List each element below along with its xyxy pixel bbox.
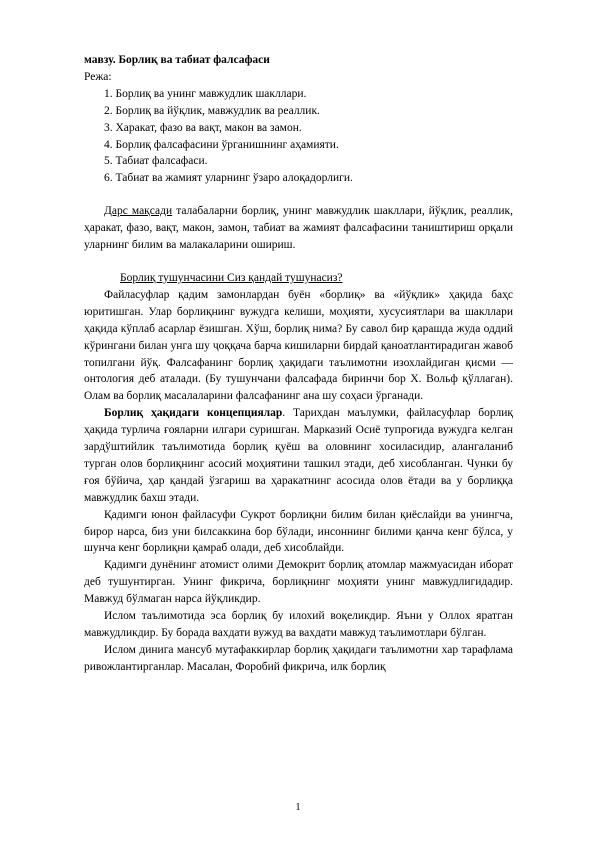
plan-list	[84, 86, 513, 187]
page-number: 1	[295, 802, 301, 813]
plan-label: Режа:	[84, 70, 112, 83]
question-mark: ?	[337, 271, 343, 284]
body-paragraph: Қадимги юнон файласуфи Сукрот борлиқни билим билан қиёслайди ва унингча, бирор нарса, биз уни билсаккина бор бўлади, инсоннинг билими қанча кенг бўлса, у шунча кенг борлиқни қамраб олади, деб хисоблайди.	[84, 508, 513, 555]
plan-item: 1. Борлиқ ва унинг мавжудлик шакллари.	[104, 87, 307, 100]
section-question	[120, 270, 513, 287]
body-paragraph: Ислом динига мансуб мутафаккирлар борлиқ ҳақидаги таълимотни хар тарафлама ривожлантирганлар. Масалан, Форобий фикрича, илк борлиқ	[84, 643, 513, 673]
concepts-paragraph	[84, 405, 513, 506]
body-paragraph: Ислом таълимотида эса борлиқ бу илохий воқеликдир. Яъни у Оллох яратган мавжудликдир. Бу борада вахдати вужуд ва вахдати мавжуд таълимотлари бўлган.	[84, 610, 513, 639]
body-paragraph: Файласуфлар қадим замонлардан буён «борлиқ» ва «йўқлик» ҳақида баҳс юритишган. Улар борлиқнинг вужудга келиши, моҳияти, хусусиятлари ва шакллари ҳақида кўплаб асарлар ёзишган. Хўш, борлиқ нима? Бу савол бир қарашда жуда оддий кўрингани билан унга шу ҷоққача барча кишиларни бирдай қаноатлантирадиган жавоб топилгани йўқ. Фалсафанинг борлиқ ҳақидаги таълимотни изохлайдиган қисми — онтология деб аталади. (Бу тушунчани фалсафада биринчи бор Х. Вольф қўллаган). Олам ва борлиқ масалаларини фалсафанинг ана шу соҳаси ўрганади.	[84, 288, 513, 403]
spacer	[84, 254, 513, 270]
lesson-goal-text: талабаларни борлиқ, унинг мавжудлик шакллари, йўқлик, реаллик, ҳаракат, фазо, вақт, макон, замон, табиат ва жамият фалсафасини таништириш орқали уларнинг билим ва малакаларини ошириш.	[84, 205, 513, 252]
concepts-heading: Борлиқ ҳақидаги концепциялар	[104, 407, 283, 420]
plan-item: 6. Табиат ва жамият уларнинг ўзаро алоқадорлиги.	[104, 172, 353, 185]
plan-item: 5. Табиат фалсафаси.	[104, 155, 208, 168]
document-page	[84, 52, 513, 676]
lesson-goal-label: Дарс мақсади	[104, 205, 173, 218]
lesson-goal-paragraph	[84, 203, 513, 254]
plan-item: 2. Борлиқ ва йўқлик, мавжудлик ва реаллик.	[104, 104, 320, 117]
plan-item: 3. Харакат, фазо ва вақт, макон ва замон.	[104, 121, 302, 134]
body-paragraph: Қадимги дунёнинг атомист олими Демокрит борлиқ атомлар мажмуасидан иборат деб тушунтирган. Унинг фикрича, борлиқнинг моҳияти унинг мавжудлигидадир. Мавжуд бўлмаган нарса йўқликдир.	[84, 559, 513, 606]
concepts-text: . Тарихдан маълумки, файласуфлар борлиқ ҳақида турлича ғояларни илгари суришган. Марказий Осиё тупроғида вужудга келган зардўштийлик таълимотида борлиқ қуёш ва оловнинг хосиласидир, алангаланиб турган олов борлиқнинг асосий моҳиятини ташкил этади, деб хисобланган. Чунки бу ғоя бўйича, ҳар қандай ўзгариш ва ҳаракатнинг асосида олов ётади ва у борлиққа мавжудлик бахш этади.	[84, 407, 513, 504]
spacer	[84, 187, 513, 203]
document-title: мавзу. Борлиқ ва табиат фалсафаси	[84, 54, 270, 66]
plan-item: 4. Борлиқ фалсафасини ўрганишнинг аҳамияти.	[104, 138, 339, 151]
question-text: Борлиқ тушунчасини Сиз қандай тушунасиз	[120, 271, 338, 284]
